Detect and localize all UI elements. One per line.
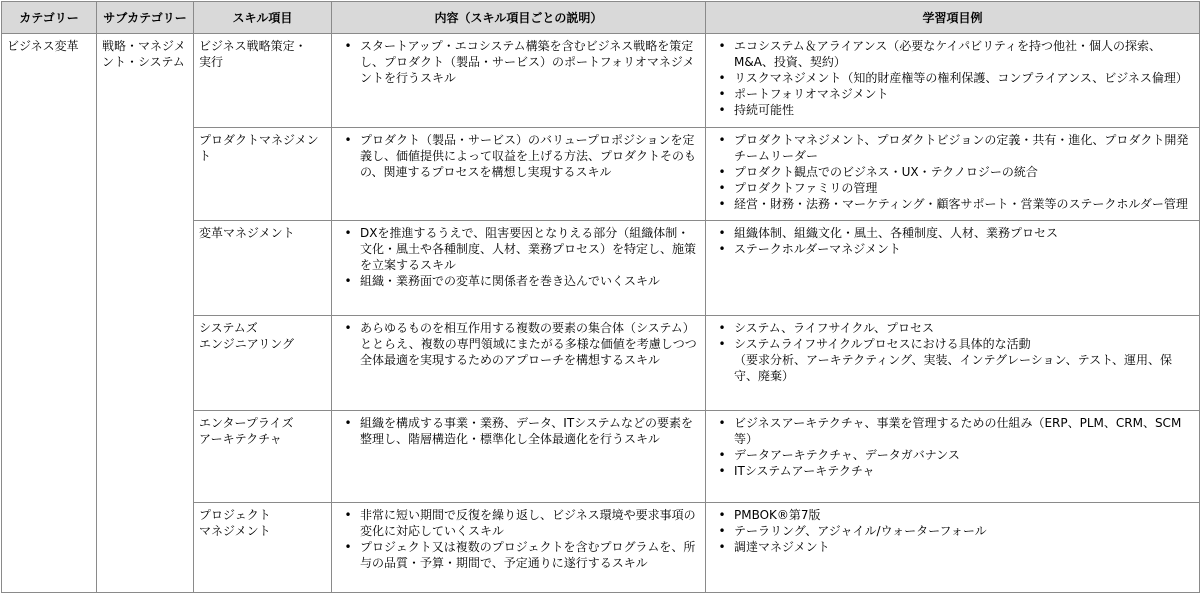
- learning-item-text: ポートフォリオマネジメント: [734, 87, 889, 101]
- table-row: [2, 34, 1200, 128]
- skill-cell: [194, 503, 332, 593]
- learning-item: [710, 132, 1195, 164]
- header-learning: 学習項目例: [706, 2, 1200, 34]
- bullet-icon: •: [718, 103, 726, 117]
- category-label: ビジネス変革: [7, 39, 79, 53]
- learning-item-text: テーラリング、アジャイル/ウォーターフォール: [734, 524, 987, 538]
- learning-item-text: ITシステムアーキテクチャ: [734, 464, 875, 478]
- description-item-text: あらゆるものを相互作用する複数の要素の集合体（システム）ととらえ、複数の専門領域にまたがる多様な価値を考慮しつつ全体最適を実現するためのアプローチを構想するスキル: [360, 321, 697, 367]
- header-subcategory: サブカテゴリー: [97, 2, 194, 34]
- learning-item: [710, 164, 1195, 180]
- bullet-icon: •: [718, 87, 726, 101]
- learning-list: [706, 34, 1199, 120]
- bullet-icon: •: [718, 508, 726, 522]
- bullet-icon: •: [718, 416, 726, 430]
- learning-item-text: プロダクトマネジメント、プロダクトビジョンの定義・共有・進化、プロダクト開発チームリーダー: [734, 133, 1189, 163]
- description-item: [336, 273, 701, 289]
- description-item: [336, 38, 701, 86]
- learning-item: [710, 415, 1195, 447]
- category-cell: [2, 34, 97, 593]
- learning-cell: [706, 34, 1200, 128]
- bullet-icon: •: [344, 133, 352, 147]
- subcategory-label: 戦略・マネジメ ント・システム: [102, 39, 186, 69]
- description-item-text: 組織・業務面での変革に関係者を巻き込んでいくスキル: [360, 274, 660, 288]
- header-skill: スキル項目: [194, 2, 332, 34]
- bullet-icon: •: [344, 226, 352, 240]
- bullet-icon: •: [718, 337, 726, 351]
- learning-item-text: エコシステム＆アライアンス（必要なケイパビリティを持つ他社・個人の探索、M&A、投資、契約）: [734, 39, 1161, 69]
- learning-item: [710, 225, 1195, 241]
- learning-cell: [706, 503, 1200, 593]
- learning-item-text: 調達マネジメント: [734, 540, 830, 554]
- description-list: [332, 503, 705, 573]
- bullet-icon: •: [718, 524, 726, 538]
- learning-list: [706, 411, 1199, 481]
- learning-item-text: ビジネスアーキテクチャ、事業を管理するための仕組み（ERP、PLM、CRM、SCM等）: [734, 416, 1182, 446]
- bullet-icon: •: [718, 321, 726, 335]
- learning-item: [710, 102, 1195, 118]
- learning-item: [710, 86, 1195, 102]
- learning-item-text: リスクマネジメント（知的財産権等の権利保護、コンプライアンス、ビジネス倫理）: [734, 71, 1188, 85]
- skill-cell: [194, 128, 332, 221]
- learning-item: [710, 196, 1195, 212]
- learning-item: [710, 447, 1195, 463]
- bullet-icon: •: [718, 226, 726, 240]
- description-list: [332, 128, 705, 182]
- learning-item: [710, 507, 1195, 523]
- learning-item-text: データアーキテクチャ、データガバナンス: [734, 448, 960, 462]
- skills-table: [1, 1, 1200, 593]
- bullet-icon: •: [344, 540, 352, 554]
- header-description: 内容（スキル項目ごとの説明）: [332, 2, 706, 34]
- description-item: [336, 320, 701, 368]
- bullet-icon: •: [718, 448, 726, 462]
- skill-cell: [194, 411, 332, 503]
- bullet-icon: •: [344, 416, 352, 430]
- description-item: [336, 415, 701, 447]
- learning-item-text: 組織体制、組織文化・風土、各種制度、人材、業務プロセス: [734, 226, 1059, 240]
- description-cell: [332, 316, 706, 411]
- subcategory-cell: [97, 34, 194, 593]
- bullet-icon: •: [718, 540, 726, 554]
- learning-item: [710, 539, 1195, 555]
- learning-cell: [706, 128, 1200, 221]
- description-list: [332, 411, 705, 449]
- learning-cell: [706, 316, 1200, 411]
- learning-list: [706, 221, 1199, 259]
- description-cell: [332, 503, 706, 593]
- learning-item-text: プロダクトファミリの管理: [734, 181, 878, 195]
- skill-label: システムズ エンジニアリング: [199, 321, 294, 351]
- learning-item-text: ステークホルダーマネジメント: [734, 242, 901, 256]
- learning-item-text: システムライフサイクルプロセスにおける具体的な活動 （要求分析、アーキテクティング、実装、インテグレーション、テスト、運用、保守、廃棄）: [734, 337, 1173, 383]
- bullet-icon: •: [718, 464, 726, 478]
- learning-item-text: PMBOK®第7版: [734, 508, 821, 522]
- skill-label: ビジネス戦略策定・ 実行: [199, 39, 307, 69]
- bullet-icon: •: [718, 71, 726, 85]
- learning-item: [710, 70, 1195, 86]
- learning-cell: [706, 221, 1200, 316]
- skill-label: プロダクトマネジメント: [199, 133, 319, 163]
- bullet-icon: •: [344, 39, 352, 53]
- description-cell: [332, 128, 706, 221]
- bullet-icon: •: [718, 181, 726, 195]
- learning-item-text: 経営・財務・法務・マーケティング・顧客サポート・営業等のステークホルダー管理: [734, 197, 1188, 211]
- description-cell: [332, 221, 706, 316]
- learning-item-text: プロダクト観点でのビジネス・UX・テクノロジーの統合: [734, 165, 1038, 179]
- header-row: [2, 2, 1200, 34]
- bullet-icon: •: [718, 242, 726, 256]
- bullet-icon: •: [718, 39, 726, 53]
- skill-cell: [194, 316, 332, 411]
- header-category: カテゴリー: [2, 2, 97, 34]
- description-item: [336, 507, 701, 539]
- learning-list: [706, 316, 1199, 386]
- bullet-icon: •: [718, 165, 726, 179]
- description-cell: [332, 411, 706, 503]
- description-item: [336, 132, 701, 180]
- skill-label: エンタープライズ アーキテクチャ: [199, 416, 294, 446]
- description-list: [332, 221, 705, 291]
- learning-item: [710, 241, 1195, 257]
- skill-cell: [194, 34, 332, 128]
- description-list: [332, 34, 705, 88]
- description-cell: [332, 34, 706, 128]
- description-list: [332, 316, 705, 370]
- learning-item: [710, 463, 1195, 479]
- learning-item-text: システム、ライフサイクル、プロセス: [734, 321, 935, 335]
- description-item-text: プロダクト（製品・サービス）のバリュープロポジションを定義し、価値提供によって収益を上げる方法、プロダクトそのもの、関連するプロセスを構想し実現するスキル: [360, 133, 697, 179]
- description-item-text: スタートアップ・エコシステム構築を含むビジネス戦略を策定し、プロダクト（製品・サービス）のポートフォリオマネジメントを行うスキル: [360, 39, 695, 85]
- description-item: [336, 225, 701, 273]
- learning-item-text: 持続可能性: [734, 103, 795, 117]
- bullet-icon: •: [344, 274, 352, 288]
- skill-label: プロジェクト マネジメント: [199, 508, 271, 538]
- bullet-icon: •: [344, 508, 352, 522]
- learning-list: [706, 128, 1199, 214]
- learning-list: [706, 503, 1199, 557]
- learning-item: [710, 336, 1195, 384]
- bullet-icon: •: [718, 133, 726, 147]
- description-item-text: DXを推進するうえで、阻害要因となりえる部分（組織体制・文化・風土や各種制度、人材、業務プロセス）を特定し、施策を立案するスキル: [360, 226, 697, 272]
- bullet-icon: •: [344, 321, 352, 335]
- learning-item: [710, 523, 1195, 539]
- skill-cell: [194, 221, 332, 316]
- learning-item: [710, 180, 1195, 196]
- table-body: [2, 34, 1200, 593]
- description-item: [336, 539, 701, 571]
- description-item-text: プロジェクト又は複数のプロジェクトを含むプログラムを、所与の品質・予算・期間で、予定通りに遂行するスキル: [360, 540, 696, 570]
- description-item-text: 組織を構成する事業・業務、データ、ITシステムなどの要素を整理し、階層構造化・標準化し全体最適化を行うスキル: [360, 416, 693, 446]
- learning-item: [710, 38, 1195, 70]
- learning-item: [710, 320, 1195, 336]
- description-item-text: 非常に短い期間で反復を繰り返し、ビジネス環境や要求事項の変化に対応していくスキル: [360, 508, 696, 538]
- bullet-icon: •: [718, 197, 726, 211]
- learning-cell: [706, 411, 1200, 503]
- skill-label: 変革マネジメント: [199, 226, 295, 240]
